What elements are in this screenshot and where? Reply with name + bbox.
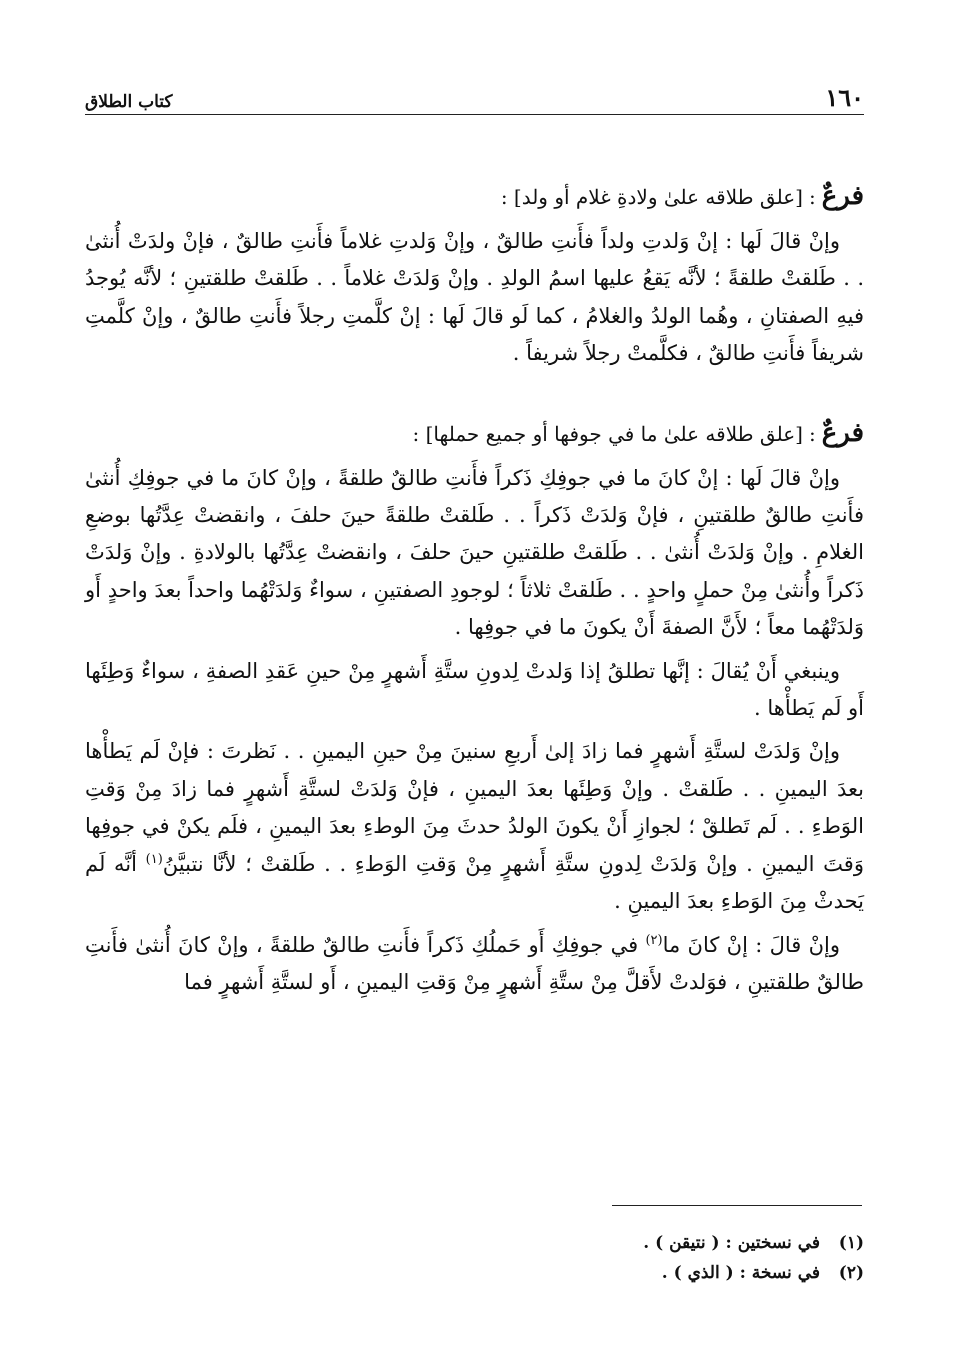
page-number: ١٦٠ — [825, 83, 864, 112]
paragraph-text: أنَّه لَم يَحدثْ مِنَ الوَطءِ بعدَ اليمينِ . — [85, 851, 864, 914]
footnote — [85, 1228, 864, 1258]
heading-separator: : — [808, 421, 816, 446]
header-rule — [85, 114, 864, 115]
main-text — [85, 176, 864, 1001]
paragraph — [85, 733, 864, 920]
footnote-number: (١) — [838, 1233, 864, 1253]
footnote-reference[interactable]: (٢) — [645, 932, 663, 948]
heading-separator: : — [808, 185, 816, 209]
footnote — [85, 1258, 864, 1288]
paragraph-text: وإنْ قالَ : إنْ كانَ ما — [662, 932, 841, 957]
far-label: فرعٌ — [821, 417, 864, 448]
footnote-number: (٢) — [838, 1263, 864, 1283]
far-label: فرعٌ — [821, 181, 864, 211]
footnotes — [85, 1228, 864, 1288]
section-heading — [85, 413, 864, 454]
footnote-text: في نسخة : ( الذي ) . — [661, 1263, 820, 1283]
paragraph: وينبغي أَنْ يُقالَ : إنَّها تطلقُ إذا وَلدتْ لِدونِ ستَّةِ أَشهرٍ مِنْ حينِ عَقدِ الصفةِ ، سواءٌ وَطِئَها أَو لَم يَطأْها . — [85, 658, 864, 721]
footnote-reference[interactable]: (١) — [145, 851, 163, 867]
paragraph-text: وإنْ وَلدَتْ لستَّةِ أَشهرٍ فما زادَ إلىٰ أَربعِ سنينَ مِنْ حينِ اليمينِ . . نَظرتَ : فإنْ لَم يَطأْها بعدَ اليمينِ . . طَلقتْ . وإنْ وَطِئَها بعدَ اليمينِ ، فإنْ وَلدَتْ لستَّةِ أَشهرٍ فما زادَ مِنْ وَقتِ الوَطءِ . . لَم تَطلقْ ؛ لجوازِ أَنْ يكونَ الولدُ حدثَ مِنَ الوطءِ بعدَ اليمينِ ، فلَم يكنْ في جوفِها وَقتَ اليمينِ . وإنْ وَلدَتْ لِدونِ ستَّةِ أَشهرٍ مِنْ وَقتِ الوَطءِ . . طَلقتْ ؛ لأنَّا نتبيَّنُ — [85, 739, 864, 876]
paragraph — [85, 927, 864, 1002]
paragraph: وإنْ قالَ لَها : إنْ كانَ ما في جوفِكِ ذَكراً فأَنتِ طالقٌ طلقةً ، وإنْ كانَ ما في جوفِكِ أُنثىٰ فأَنتِ طالقٌ طلقتينِ ، فإنْ وَلدَتْ ذَكراً . . طَلقتْ طلقةً حينَ حلفَ ، وانقضتْ عِدَّتُها بوضعِ الغلامِ . وإنْ وَلدَتْ أُنثىٰ . . طَلقتْ طلقتينِ حينَ حلفَ ، وانقضتْ عِدَّتُها بالولادةِ . وإنْ وَلدَتْ ذَكراً وأُنثىٰ مِنْ حملٍ واحدٍ . . طَلقتْ ثلاثاً ؛ لوجودِ الصفتينِ ، سواءٌ وَلدَتْهُما واحداً بعدَ واحدٍ أَو وَلدَتْهُما معاً ؛ لأَنَّ الصفةَ أَنْ يكونَ ما في جوفِها . — [85, 465, 864, 640]
section-title: [علق طلاقه علىٰ ولادةِ غلام أو ولد] : — [500, 185, 803, 209]
footnote-rule — [612, 1205, 862, 1206]
paragraph: وإنْ قالَ لَها : إنْ وَلدتِ ولداً فأَنتِ طالقٌ ، وإنْ وَلدتِ غلاماً فأَنتِ طالقٌ ، فإنْ ولدَتْ أُنثىٰ . . طَلقتْ طلقةً ؛ لأنَّه يَقعُ عليها اسمُ الولدِ . وإنْ وَلدَتْ غلاماً . . طَلقتْ طلقتينِ ؛ لأنَّه يُوجدُ فيهِ الصفتانِ ، وهُما الولدُ والغلامُ ، كما لَو قالَ لَها : إنْ كلَّمتِ رجلاً فأَنتِ طالقٌ ، وإنْ كلَّمتِ شريفاً فأَنتِ طالقٌ ، فكلَّمتْ رجلاً شريفاً . — [85, 229, 864, 366]
section-heading — [85, 176, 864, 217]
running-title: كتاب الطلاق — [85, 92, 173, 112]
page-header — [85, 72, 864, 112]
footnote-text: في نسختين : ( نتيقن ) . — [643, 1233, 820, 1253]
section-title: [علق طلاقه علىٰ ما في جوفها أو جميع حملها] : — [412, 421, 803, 446]
paragraph-text: في جوفِكِ أَو حَملُكِ ذَكراً فأَنتِ طالقٌ طلقةً ، وإنْ كانَ أُنثىٰ فأَنتِ طالقٌ طلقتينِ ، فوَلدتْ لأَقلَّ مِنْ ستَّةِ أَشهرٍ مِنْ وَقتِ اليمينِ ، أَو لستَّةِ أَشهرٍ فما — [85, 932, 864, 994]
